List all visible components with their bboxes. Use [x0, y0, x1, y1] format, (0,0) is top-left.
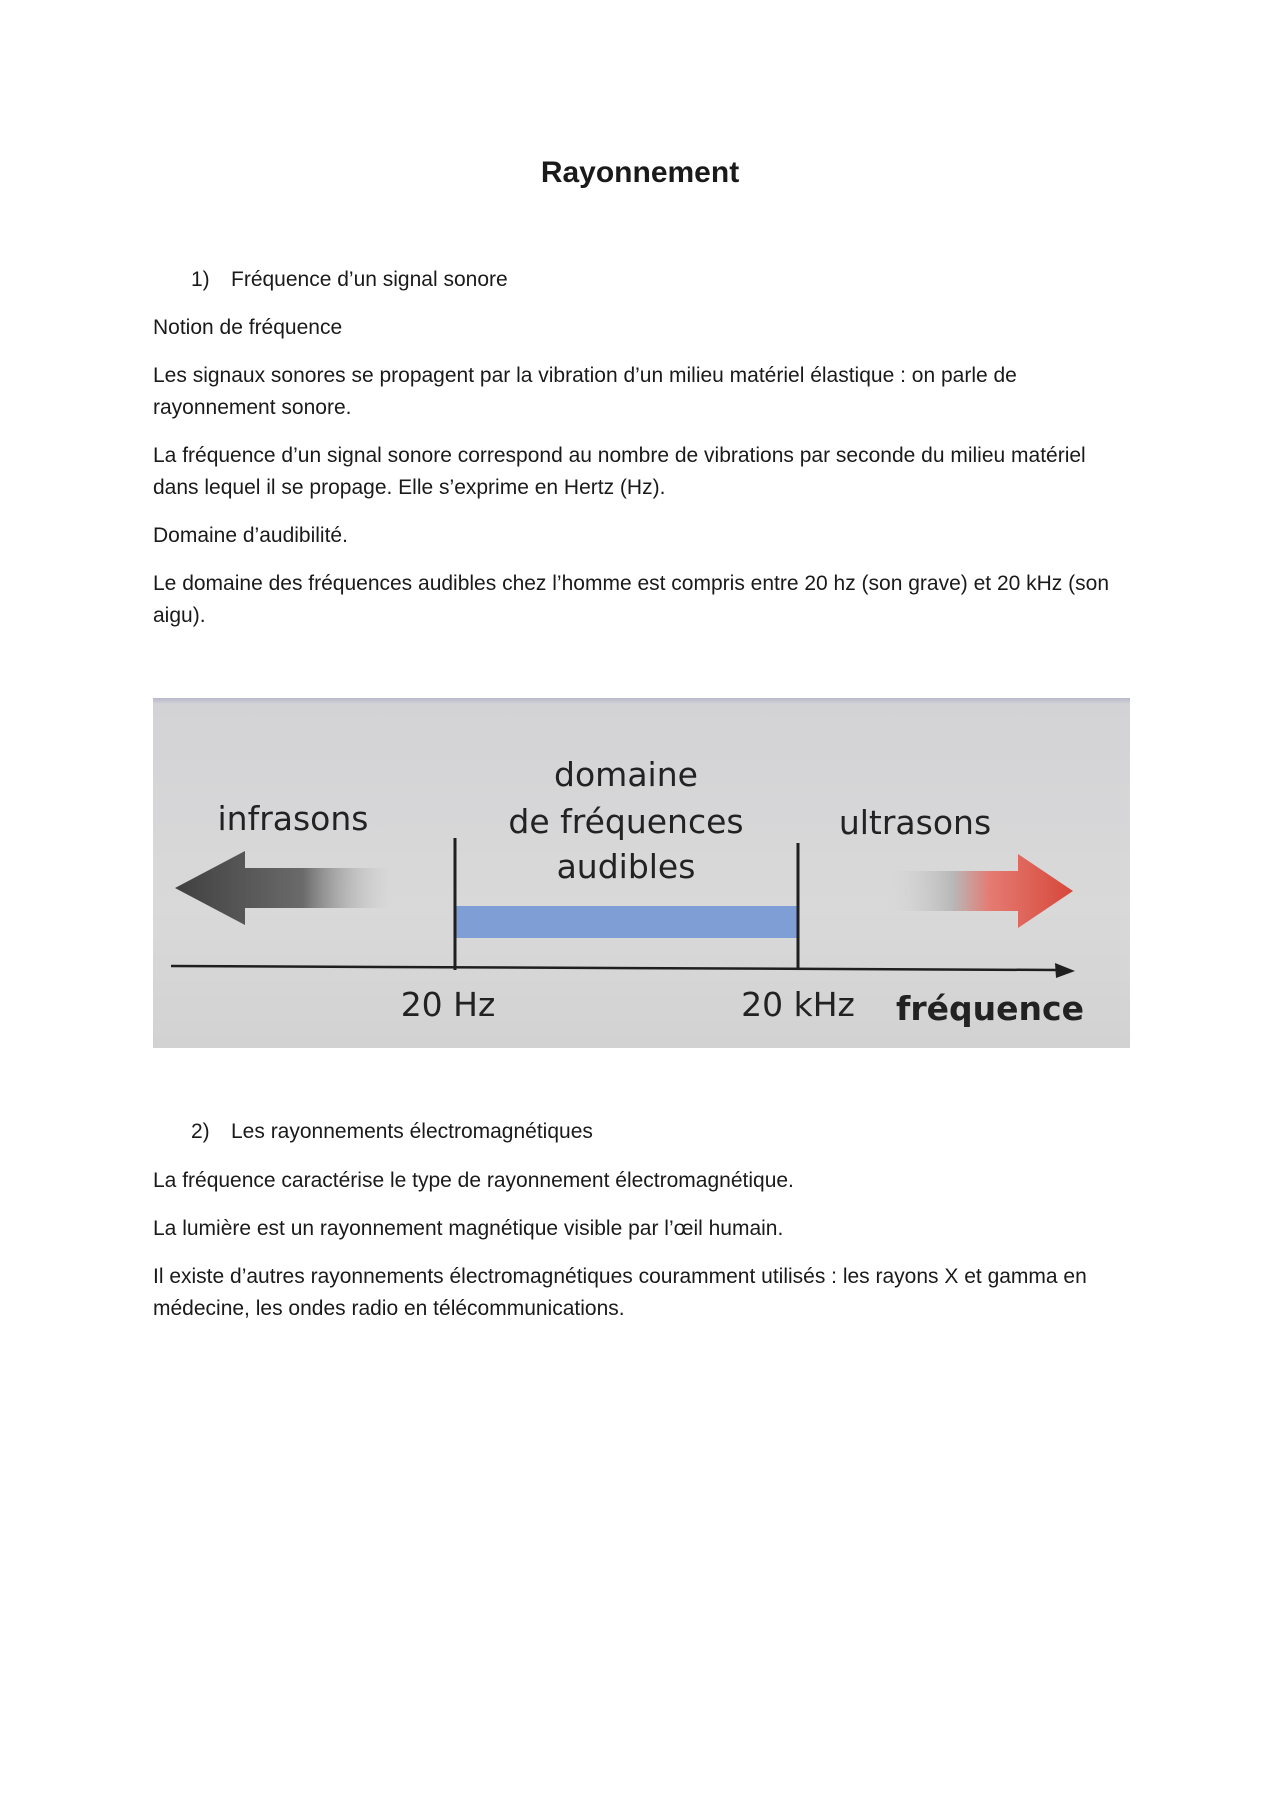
audible-range-figure: [153, 698, 1130, 1048]
section-2-paragraph-line-2: médecine, les ondes radio en télécommunications.: [153, 1297, 625, 1320]
section-2-line-1: La fréquence caractérise le type de rayonnement électromagnétique.: [153, 1169, 794, 1192]
paragraph-2-line-2: dans lequel il se propage. Elle s’exprime en Hertz (Hz).: [153, 476, 666, 499]
paragraph-2-line-1: La fréquence d’un signal sonore correspond au nombre de vibrations par seconde du milieu matériel: [153, 444, 1086, 467]
section-1-number: 1): [191, 268, 210, 291]
section-2-heading: Les rayonnements électromagnétiques: [231, 1120, 593, 1143]
subheading-notion-frequence: Notion de fréquence: [153, 316, 343, 339]
section-1-heading: Fréquence d’un signal sonore: [231, 268, 508, 291]
label-infrasons: infrasons: [217, 799, 369, 838]
infrasons-arrow-icon: [175, 851, 388, 925]
audible-band: [455, 906, 798, 938]
section-2-line-2: La lumière est un rayonnement magnétique visible par l’œil humain.: [153, 1217, 784, 1240]
paragraph-1-line-1: Les signaux sonores se propagent par la vibration d’un milieu matériel élastique : on parle de: [153, 364, 1017, 387]
axis-label-frequence: fréquence: [896, 989, 1084, 1028]
label-audibles: audibles: [556, 847, 696, 886]
label-ultrasons: ultrasons: [838, 803, 992, 842]
tick-label-20hz: 20 Hz: [400, 985, 496, 1024]
label-de-frequences: de fréquences: [508, 802, 744, 841]
paragraph-3-line-1: Le domaine des fréquences audibles chez l’homme est compris entre 20 hz (son grave) et 20 kHz (son: [153, 572, 1109, 595]
label-domaine: domaine: [554, 755, 698, 794]
section-2-paragraph-line-1: Il existe d’autres rayonnements électromagnétiques couramment utilisés : les rayons X et gamma en: [153, 1265, 1087, 1288]
page-title: Rayonnement: [540, 156, 740, 189]
paragraph-3-line-2: aigu).: [153, 604, 206, 627]
section-2-number: 2): [191, 1120, 210, 1143]
paragraph-1-line-2: rayonnement sonore.: [153, 396, 352, 419]
ultrasons-arrow-icon: [888, 854, 1073, 928]
audible-range-diagram: [153, 698, 1130, 1048]
tick-label-20khz: 20 kHz: [741, 985, 855, 1024]
subheading-domaine-audibilite: Domaine d’audibilité.: [153, 524, 348, 547]
frequency-axis: [171, 963, 1075, 978]
